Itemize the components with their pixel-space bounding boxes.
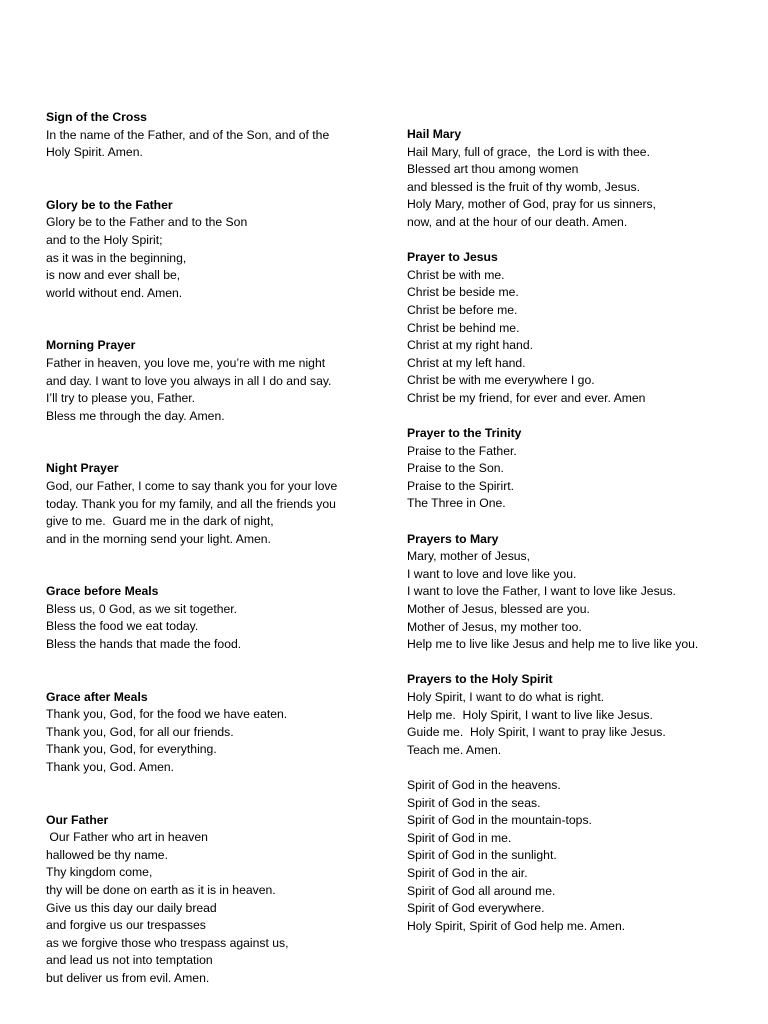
prayer-morning-prayer — [46, 337, 386, 425]
prayer-line: is now and ever shall be, — [46, 268, 181, 283]
prayer-our-father — [46, 812, 386, 988]
prayer-verse-5 — [407, 777, 757, 935]
prayer-line: hallowed be thy name. — [46, 847, 168, 862]
prayer-line: Spirit of God in the seas. — [407, 795, 541, 810]
prayer-line: Christ be beside me. — [407, 285, 519, 300]
prayer-line: and lead us not into temptation — [46, 953, 213, 968]
prayer-title: Sign of the Cross — [46, 110, 147, 124]
prayer-grace-after-meals — [46, 689, 386, 777]
prayer-spacer — [407, 232, 757, 250]
prayer-line: Teach me. Amen. — [407, 742, 502, 757]
prayer-spacer — [407, 759, 757, 777]
prayer-line: Holy Spirit. Amen. — [46, 145, 143, 160]
prayer-line: Spirit of God in the air. — [407, 865, 528, 880]
prayer-line: Spirit of God in the mountain-tops. — [407, 813, 592, 828]
prayer-title: Morning Prayer — [46, 338, 136, 353]
prayer-title: Prayers to the Holy Spirit — [407, 672, 553, 687]
prayer-hail-mary — [407, 126, 757, 232]
prayer-spacer — [46, 425, 386, 460]
prayer-line: and day. I want to love you always in all I do and say. — [46, 373, 332, 388]
prayer-line: Praise to the Son. — [407, 461, 504, 476]
prayer-prayer-to-jesus — [407, 249, 757, 407]
prayer-line: The Three in One. — [407, 496, 506, 511]
prayer-title: Prayers to Mary — [407, 531, 499, 546]
prayer-title: Hail Mary — [407, 127, 462, 141]
prayer-line: Thy kingdom come, — [46, 865, 153, 880]
prayer-line: Thank you, God, for all our friends. — [46, 724, 234, 739]
prayer-line: Christ at my left hand. — [407, 355, 526, 370]
prayer-line: as it was in the beginning, — [46, 250, 187, 265]
prayer-spacer — [46, 548, 386, 583]
prayer-night-prayer — [46, 460, 386, 548]
prayer-grace-before-meals — [46, 583, 386, 653]
prayer-line: Bless me through the day. Amen. — [46, 408, 225, 423]
prayer-line: Spirit of God everywhere. — [407, 901, 545, 916]
prayer-line: Christ be my friend, for ever and ever. Amen — [407, 390, 646, 405]
prayer-line: give to me. Guard me in the dark of night, — [46, 514, 274, 529]
prayer-line: Mother of Jesus, blessed are you. — [407, 602, 590, 617]
prayer-line: Our Father who art in heaven — [46, 830, 208, 845]
prayer-line: and blessed is the fruit of thy womb, Jesus. — [407, 179, 641, 194]
prayer-spacer — [46, 777, 386, 812]
prayer-line: Hail Mary, full of grace, the Lord is with thee. — [407, 144, 650, 159]
prayer-line: Christ be before me. — [407, 302, 518, 317]
prayer-title: Grace before Meals — [46, 584, 159, 599]
prayer-prayer-to-the-trinity — [407, 425, 757, 513]
prayer-line: Glory be to the Father and to the Son — [46, 215, 248, 230]
prayer-sign-of-the-cross — [46, 109, 386, 162]
prayer-line: Mother of Jesus, my mother too. — [407, 619, 582, 634]
prayer-line: now, and at the hour of our death. Amen. — [407, 214, 628, 229]
prayer-line: I want to love and love like you. — [407, 566, 577, 581]
prayer-line: and forgive us our trespasses — [46, 918, 206, 933]
prayer-spacer — [407, 513, 757, 531]
prayer-line: Give us this day our daily bread — [46, 900, 217, 915]
prayer-line: Holy Mary, mother of God, pray for us sinners, — [407, 197, 657, 212]
prayer-line: thy will be done on earth as it is in heaven. — [46, 883, 276, 897]
prayer-line: In the name of the Father, and of the Son, and of the — [46, 127, 330, 142]
prayer-line: Spirit of God in me. — [407, 830, 512, 845]
left-column — [46, 109, 386, 988]
prayer-line: but deliver us from evil. Amen. — [46, 970, 210, 985]
prayer-line: I want to love the Father, I want to love like Jesus. — [407, 584, 676, 599]
prayer-line: Spirit of God in the sunlight. — [407, 848, 557, 863]
prayer-line: Thank you, God, for everything. — [46, 742, 217, 757]
prayer-line: Praise to the Spirirt. — [407, 478, 515, 493]
prayer-glory-be-to-the-father — [46, 197, 386, 303]
prayer-title: Night Prayer — [46, 461, 119, 476]
prayer-title: Our Father — [46, 812, 109, 827]
prayer-spacer — [46, 302, 386, 337]
prayer-title: Glory be to the Father — [46, 197, 173, 212]
prayer-line: Holy Spirit, I want to do what is right. — [407, 690, 605, 704]
prayer-line: Father in heaven, you love me, you’re with me night — [46, 355, 326, 370]
prayer-line: Spirit of God all around me. — [407, 883, 556, 898]
prayer-line: Christ be behind me. — [407, 320, 520, 335]
prayer-line: Help me. Holy Spirit, I want to live like Jesus. — [407, 707, 653, 722]
prayer-line: Christ be with me. — [407, 267, 505, 282]
prayer-line: and in the morning send your light. Amen. — [46, 531, 271, 546]
prayer-line: Christ at my right hand. — [407, 338, 533, 353]
prayer-line: and to the Holy Spirit; — [46, 232, 163, 247]
prayer-line: world without end. Amen. — [46, 285, 183, 300]
prayer-line: as we forgive those who trespass against us, — [46, 935, 289, 950]
prayer-line: Blessed art thou among women — [407, 162, 579, 177]
prayer-spacer — [46, 654, 386, 689]
prayer-line: Thank you, God, for the food we have eaten. — [46, 707, 288, 722]
prayer-line: Mary, mother of Jesus, — [407, 549, 531, 564]
prayer-line: Bless the hands that made the food. — [46, 637, 242, 652]
prayer-line: Christ be with me everywhere I go. — [407, 373, 595, 388]
prayer-line: God, our Father, I come to say thank you for your love — [46, 478, 338, 493]
prayer-spacer — [407, 408, 757, 426]
prayer-line: Bless us, 0 God, as we sit together. — [46, 601, 238, 616]
prayer-line: Thank you, God. Amen. — [46, 760, 175, 775]
prayer-line: Spirit of God in the heavens. — [407, 777, 561, 792]
prayer-title: Grace after Meals — [46, 689, 148, 704]
prayer-line: Bless the food we eat today. — [46, 619, 199, 634]
prayer-line: Praise to the Father. — [407, 443, 517, 458]
prayer-title: Prayer to the Trinity — [407, 426, 522, 441]
prayer-line: today. Thank you for my family, and all the friends you — [46, 496, 336, 511]
prayer-title: Prayer to Jesus — [407, 250, 498, 265]
prayer-prayers-to-mary — [407, 531, 757, 654]
right-column — [407, 126, 757, 935]
prayer-spacer — [46, 162, 386, 197]
prayer-line: I’ll try to please you, Father. — [46, 391, 196, 406]
prayer-prayers-to-the-holy-spirit — [407, 671, 757, 759]
prayer-spacer — [407, 654, 757, 672]
prayer-line: Holy Spirit, Spirit of God help me. Amen. — [407, 918, 626, 933]
prayer-line: Guide me. Holy Spirit, I want to pray like Jesus. — [407, 725, 666, 740]
prayer-line: Help me to live like Jesus and help me to live like you. — [407, 637, 699, 652]
